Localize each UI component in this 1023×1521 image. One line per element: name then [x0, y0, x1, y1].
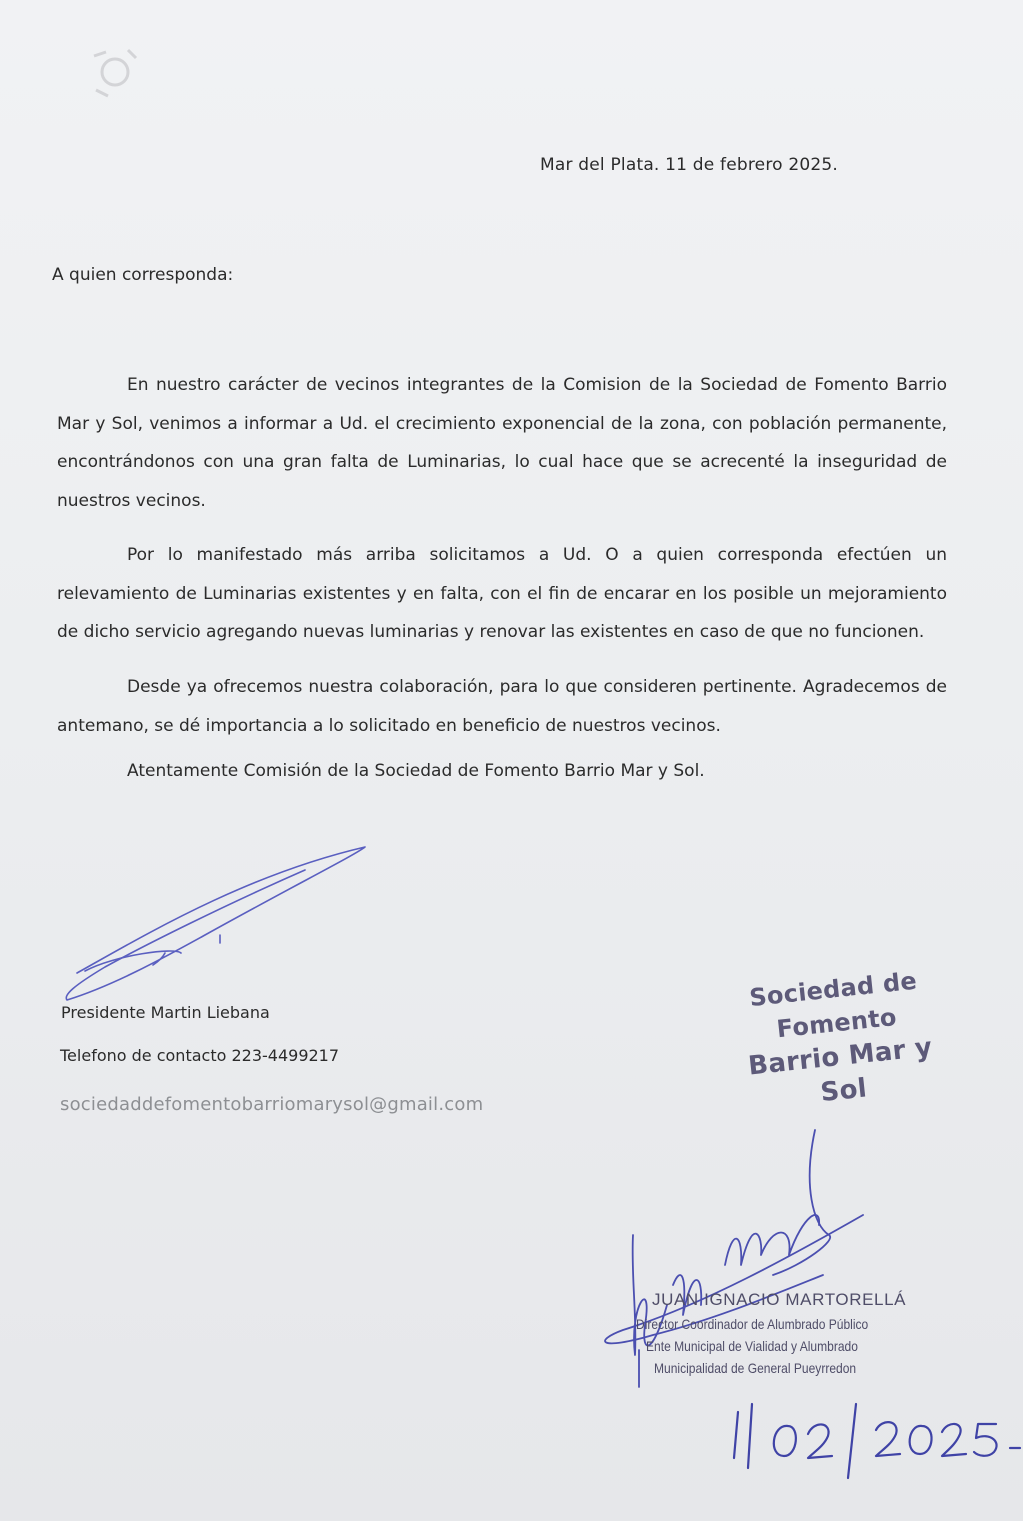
official-name: JUAN IGNACIO MARTORELLÁ: [652, 1290, 907, 1309]
faint-watermark-mark: [88, 44, 142, 104]
official-title-line-2: Ente Municipal de Vialidad y Alumbrado: [646, 1338, 858, 1354]
official-title-line-3: Municipalidad de General Pueyrredon: [654, 1360, 857, 1376]
body-paragraph-1-text: En nuestro carácter de vecinos integrantes de la Comision de la Sociedad de Fomento Barrio Mar y Sol, venimos a informar a Ud. el crecimiento exponencial de la zona, con población permanente, encontrándonos con una gran falta de Luminarias, lo cual hace que se acrecenté la inseguridad de nuestros vecinos.: [57, 375, 947, 511]
body-paragraph-3: [57, 668, 947, 745]
official-signature: [593, 1125, 873, 1395]
official-title-line-1: Director Coordinador de Alumbrado Público: [636, 1316, 869, 1332]
salutation: A quien corresponda:: [52, 265, 234, 285]
stamp-line-1: Sociedad de Fomento: [748, 966, 919, 1044]
body-paragraph-1: [57, 366, 947, 520]
closing-line: Atentamente Comisión de la Sociedad de Fomento Barrio Mar y Sol.: [127, 761, 705, 781]
letter-date: Mar del Plata. 11 de febrero 2025.: [540, 155, 839, 175]
society-stamp: [712, 960, 965, 1120]
president-name: Presidente Martin Liebana: [61, 1003, 270, 1022]
body-paragraph-2-text: Por lo manifestado más arriba solicitamos a Ud. O a quien corresponda efectúen un relevamiento de Luminarias existentes y en falta, con el fin de encarar en los posible un mejoramiento de dicho servicio agregando nuevas luminarias y renovar las existentes en caso de que no funcionen.: [57, 545, 947, 642]
president-signature: [55, 835, 385, 1015]
contact-phone: Telefono de contacto 223-4499217: [60, 1046, 340, 1065]
stamp-line-2: Barrio Mar y Sol: [746, 1032, 934, 1109]
body-paragraph-2: [57, 536, 947, 652]
contact-email: sociedaddefomentobarriomarysol@gmail.com: [60, 1094, 484, 1115]
handwritten-date: [728, 1398, 1023, 1482]
body-paragraph-3-text: Desde ya ofrecemos nuestra colaboración, para lo que consideren pertinente. Agradecemos de antemano, se dé importancia a lo solicitado en beneficio de nuestros vecinos.: [57, 677, 947, 736]
